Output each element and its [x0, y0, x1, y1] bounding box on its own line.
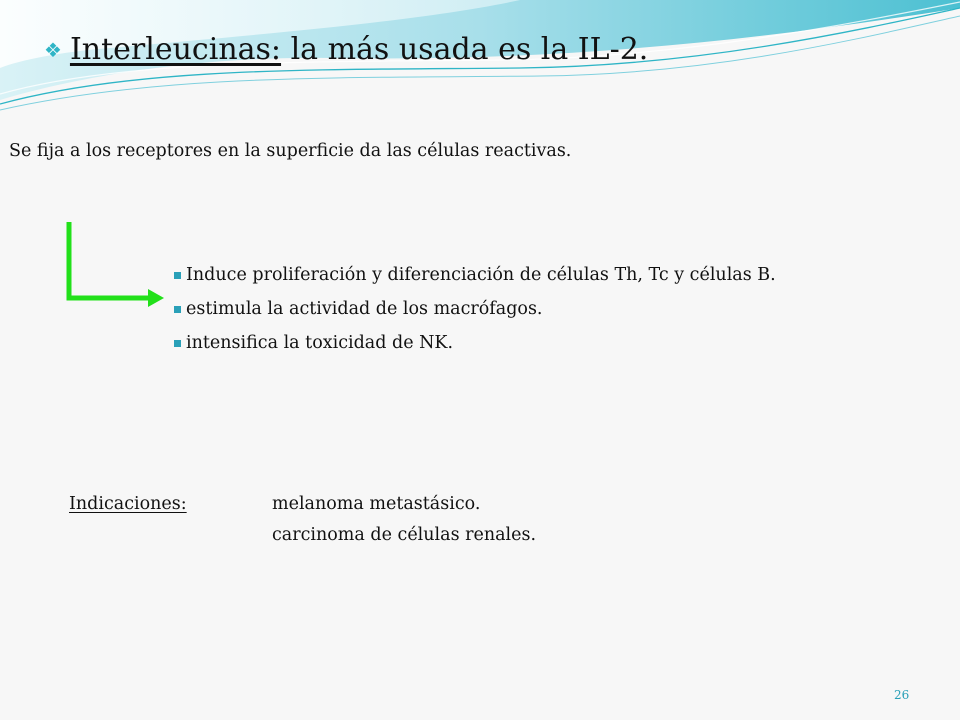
list-item: melanoma metastásico. [272, 494, 481, 514]
title-rest: la más usada es la IL-2. [281, 32, 649, 67]
square-bullet-icon [174, 306, 181, 313]
list-item [174, 326, 776, 360]
indications-label: Indicaciones: [69, 494, 187, 514]
slide-title [69, 32, 649, 67]
list-item: carcinoma de células renales. [272, 525, 537, 545]
list-item [174, 258, 776, 292]
list-item-text: estimula la actividad de los macrófagos. [186, 299, 543, 319]
page-number: 26 [894, 688, 910, 702]
title-underlined-term: Interleucinas: [69, 32, 282, 67]
list-item-text: intensifica la toxicidad de NK. [186, 333, 454, 353]
four-diamond-icon: ❖ [44, 38, 62, 62]
effects-list [174, 258, 776, 360]
slide-title-row [44, 28, 648, 72]
lead-sentence: Se fija a los receptores en la superficie da las células reactivas. [9, 141, 572, 161]
list-item-text: Induce proliferación y diferenciación de células Th, Tc y células B. [186, 265, 776, 285]
list-item [174, 292, 776, 326]
elbow-arrow-icon [60, 218, 170, 310]
square-bullet-icon [174, 272, 181, 279]
indications-list [272, 494, 536, 556]
square-bullet-icon [174, 340, 181, 347]
